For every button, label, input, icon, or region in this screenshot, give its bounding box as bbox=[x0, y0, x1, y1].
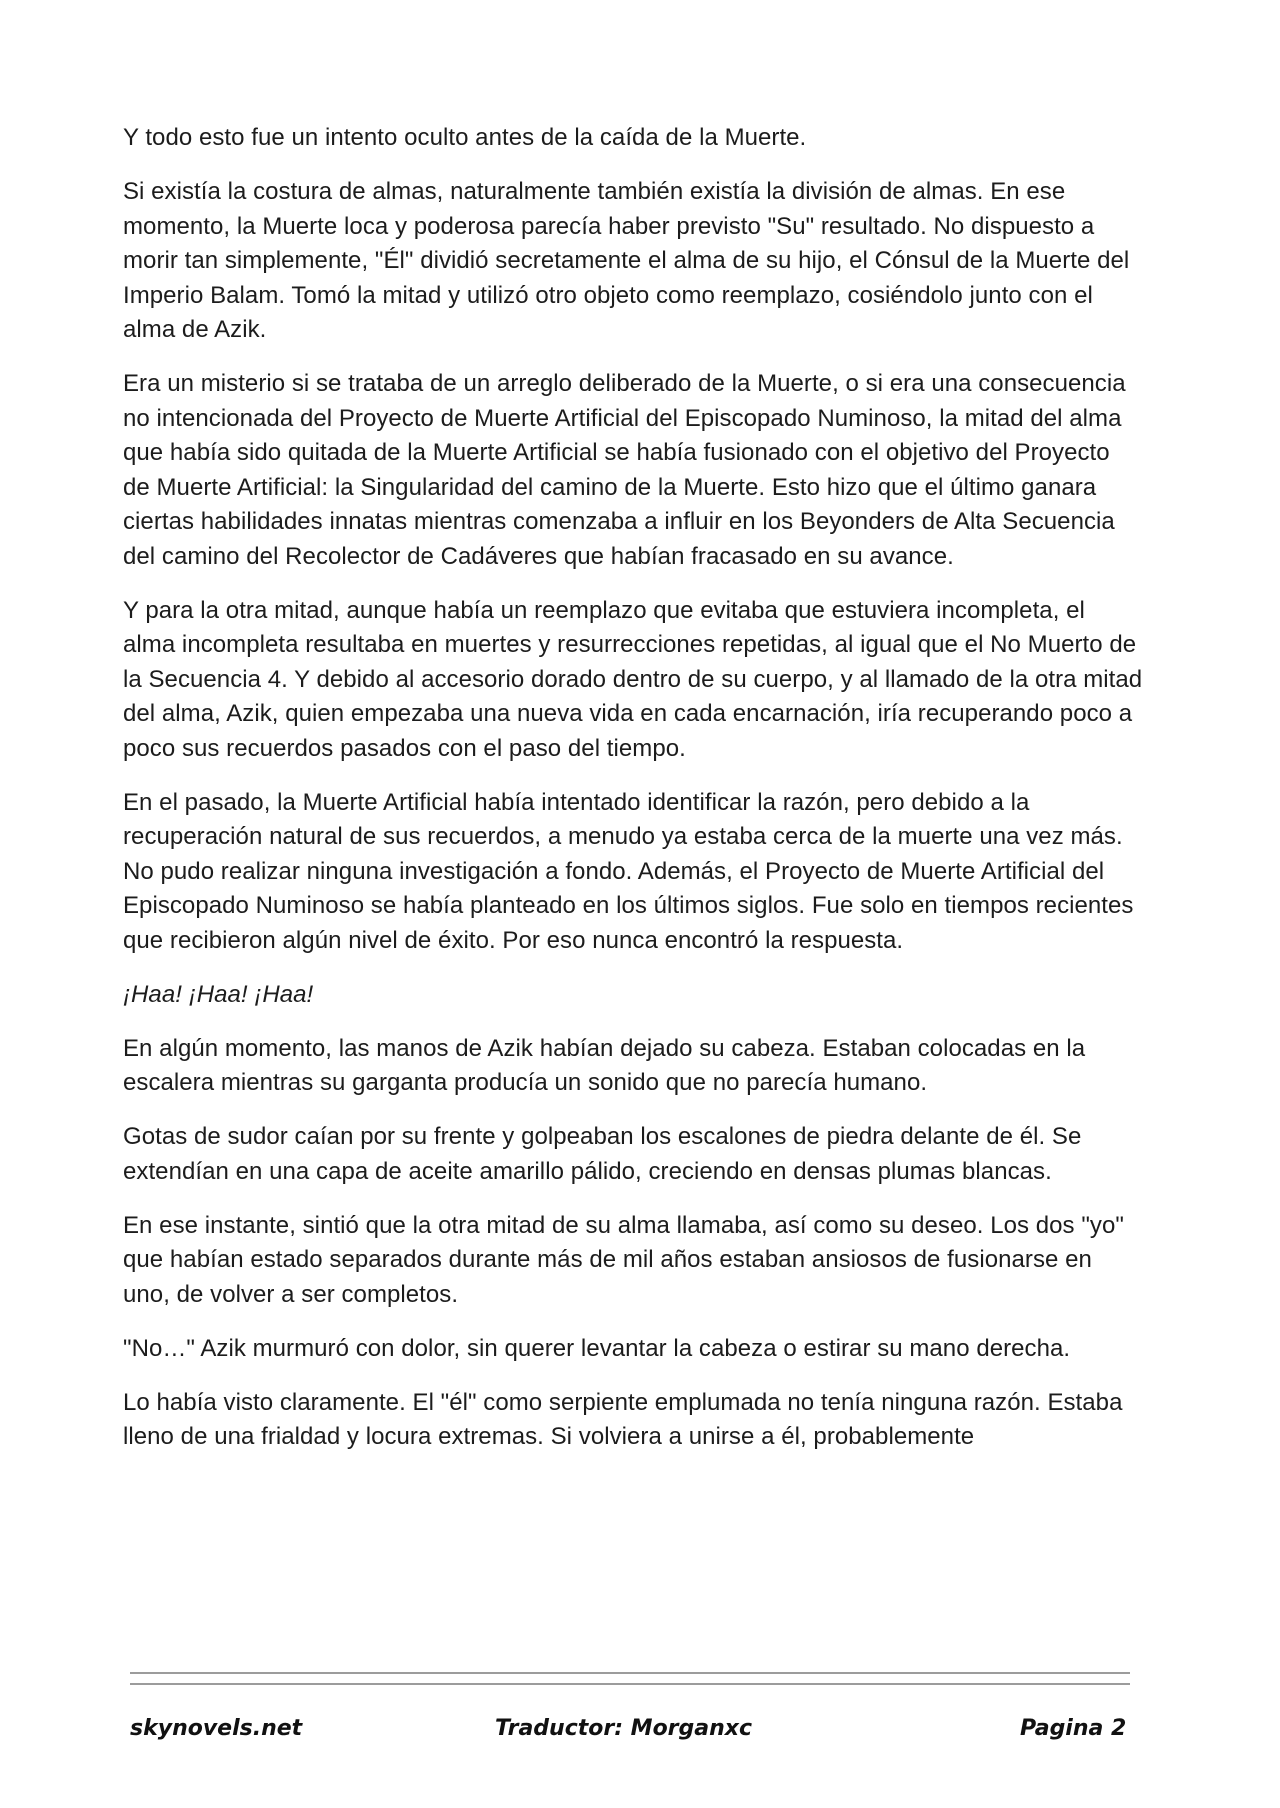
paragraph-italic: ¡Haa! ¡Haa! ¡Haa! bbox=[123, 980, 314, 1008]
paragraph: En algún momento, las manos de Azik habían dejado su cabeza. Estaban colocadas en la escalera mientras su garganta producía un sonido que no parecía humano. bbox=[123, 1034, 1086, 1096]
paragraph: En el pasado, la Muerte Artificial había intentado identificar la razón, pero debido a la recuperación natural de sus recuerdos, a menudo ya estaba cerca de la muerte una vez más. No pudo realizar ninguna investigación a fondo. Además, el Proyecto de Muerte Artificial del Episcopado Numinoso se había planteado en los últimos siglos. Fue solo en tiempos recientes que recibieron algún nivel de éxito. Por eso nunca encontró la respuesta. bbox=[123, 788, 1134, 954]
footer-divider-top bbox=[130, 1672, 1130, 1674]
footer-translator-credit: Traductor: Morganxc bbox=[495, 1716, 753, 1741]
paragraph: En ese instante, sintió que la otra mitad de su alma llamaba, así como su deseo. Los dos "yo" que habían estado separados durante más de mil años estaban ansiosos de fusionarse en uno, de volver a ser completos. bbox=[123, 1211, 1124, 1308]
paragraph: "No…" Azik murmuró con dolor, sin querer levantar la cabeza o estirar su mano derecha. bbox=[123, 1334, 1071, 1362]
paragraph: Si existía la costura de almas, naturalmente también existía la división de almas. En ese momento, la Muerte loca y poderosa parecía haber previsto "Su" resultado. No dispuesto a morir tan simplemente, "Él" dividió secretamente el alma de su hijo, el Cónsul de la Muerte del Imperio Balam. Tomó la mitad y utilizó otro objeto como reemplazo, cosiéndolo junto con el alma de Azik. bbox=[123, 178, 1130, 343]
document-body bbox=[123, 121, 1143, 1474]
paragraph: Y todo esto fue un intento oculto antes de la caída de la Muerte. bbox=[123, 124, 807, 151]
paragraph: Lo había visto claramente. El "él" como serpiente emplumada no tenía ninguna razón. Estaba lleno de una frialdad y locura extremas. Si volviera a unirse a él, probablemente bbox=[123, 1388, 1123, 1450]
footer-site-label: skynovels.net bbox=[130, 1716, 303, 1741]
paragraph: Gotas de sudor caían por su frente y golpeaban los escalones de piedra delante de él. Se extendían en una capa de aceite amarillo pálido, creciendo en densas plumas blancas. bbox=[123, 1123, 1082, 1185]
footer-page-number: Pagina 2 bbox=[1020, 1716, 1127, 1741]
footer-divider-bottom bbox=[130, 1683, 1130, 1685]
paragraph: Y para la otra mitad, aunque había un reemplazo que evitaba que estuviera incompleta, el alma incompleta resultaba en muertes y resurrecciones repetidas, al igual que el No Muerto de la Secuencia 4. Y debido al accesorio dorado dentro de su cuerpo, y al llamado de la otra mitad del alma, Azik, quien empezaba una nueva vida en cada encarnación, iría recuperando poco a poco sus recuerdos pasados con el paso del tiempo. bbox=[123, 596, 1143, 762]
paragraph: Era un misterio si se trataba de un arreglo deliberado de la Muerte, o si era una consecuencia no intencionada del Proyecto de Muerte Artificial del Episcopado Numinoso, la mitad del alma que había sido quitada de la Muerte Artificial se había fusionado con el objetivo del Proyecto de Muerte Artificial: la Singularidad del camino de la Muerte. Esto hizo que el último ganara ciertas habilidades innatas mientras comenzaba a influir en los Beyonders de Alta Secuencia del camino del Recolector de Cadáveres que habían fracasado en su avance. bbox=[123, 370, 1126, 570]
